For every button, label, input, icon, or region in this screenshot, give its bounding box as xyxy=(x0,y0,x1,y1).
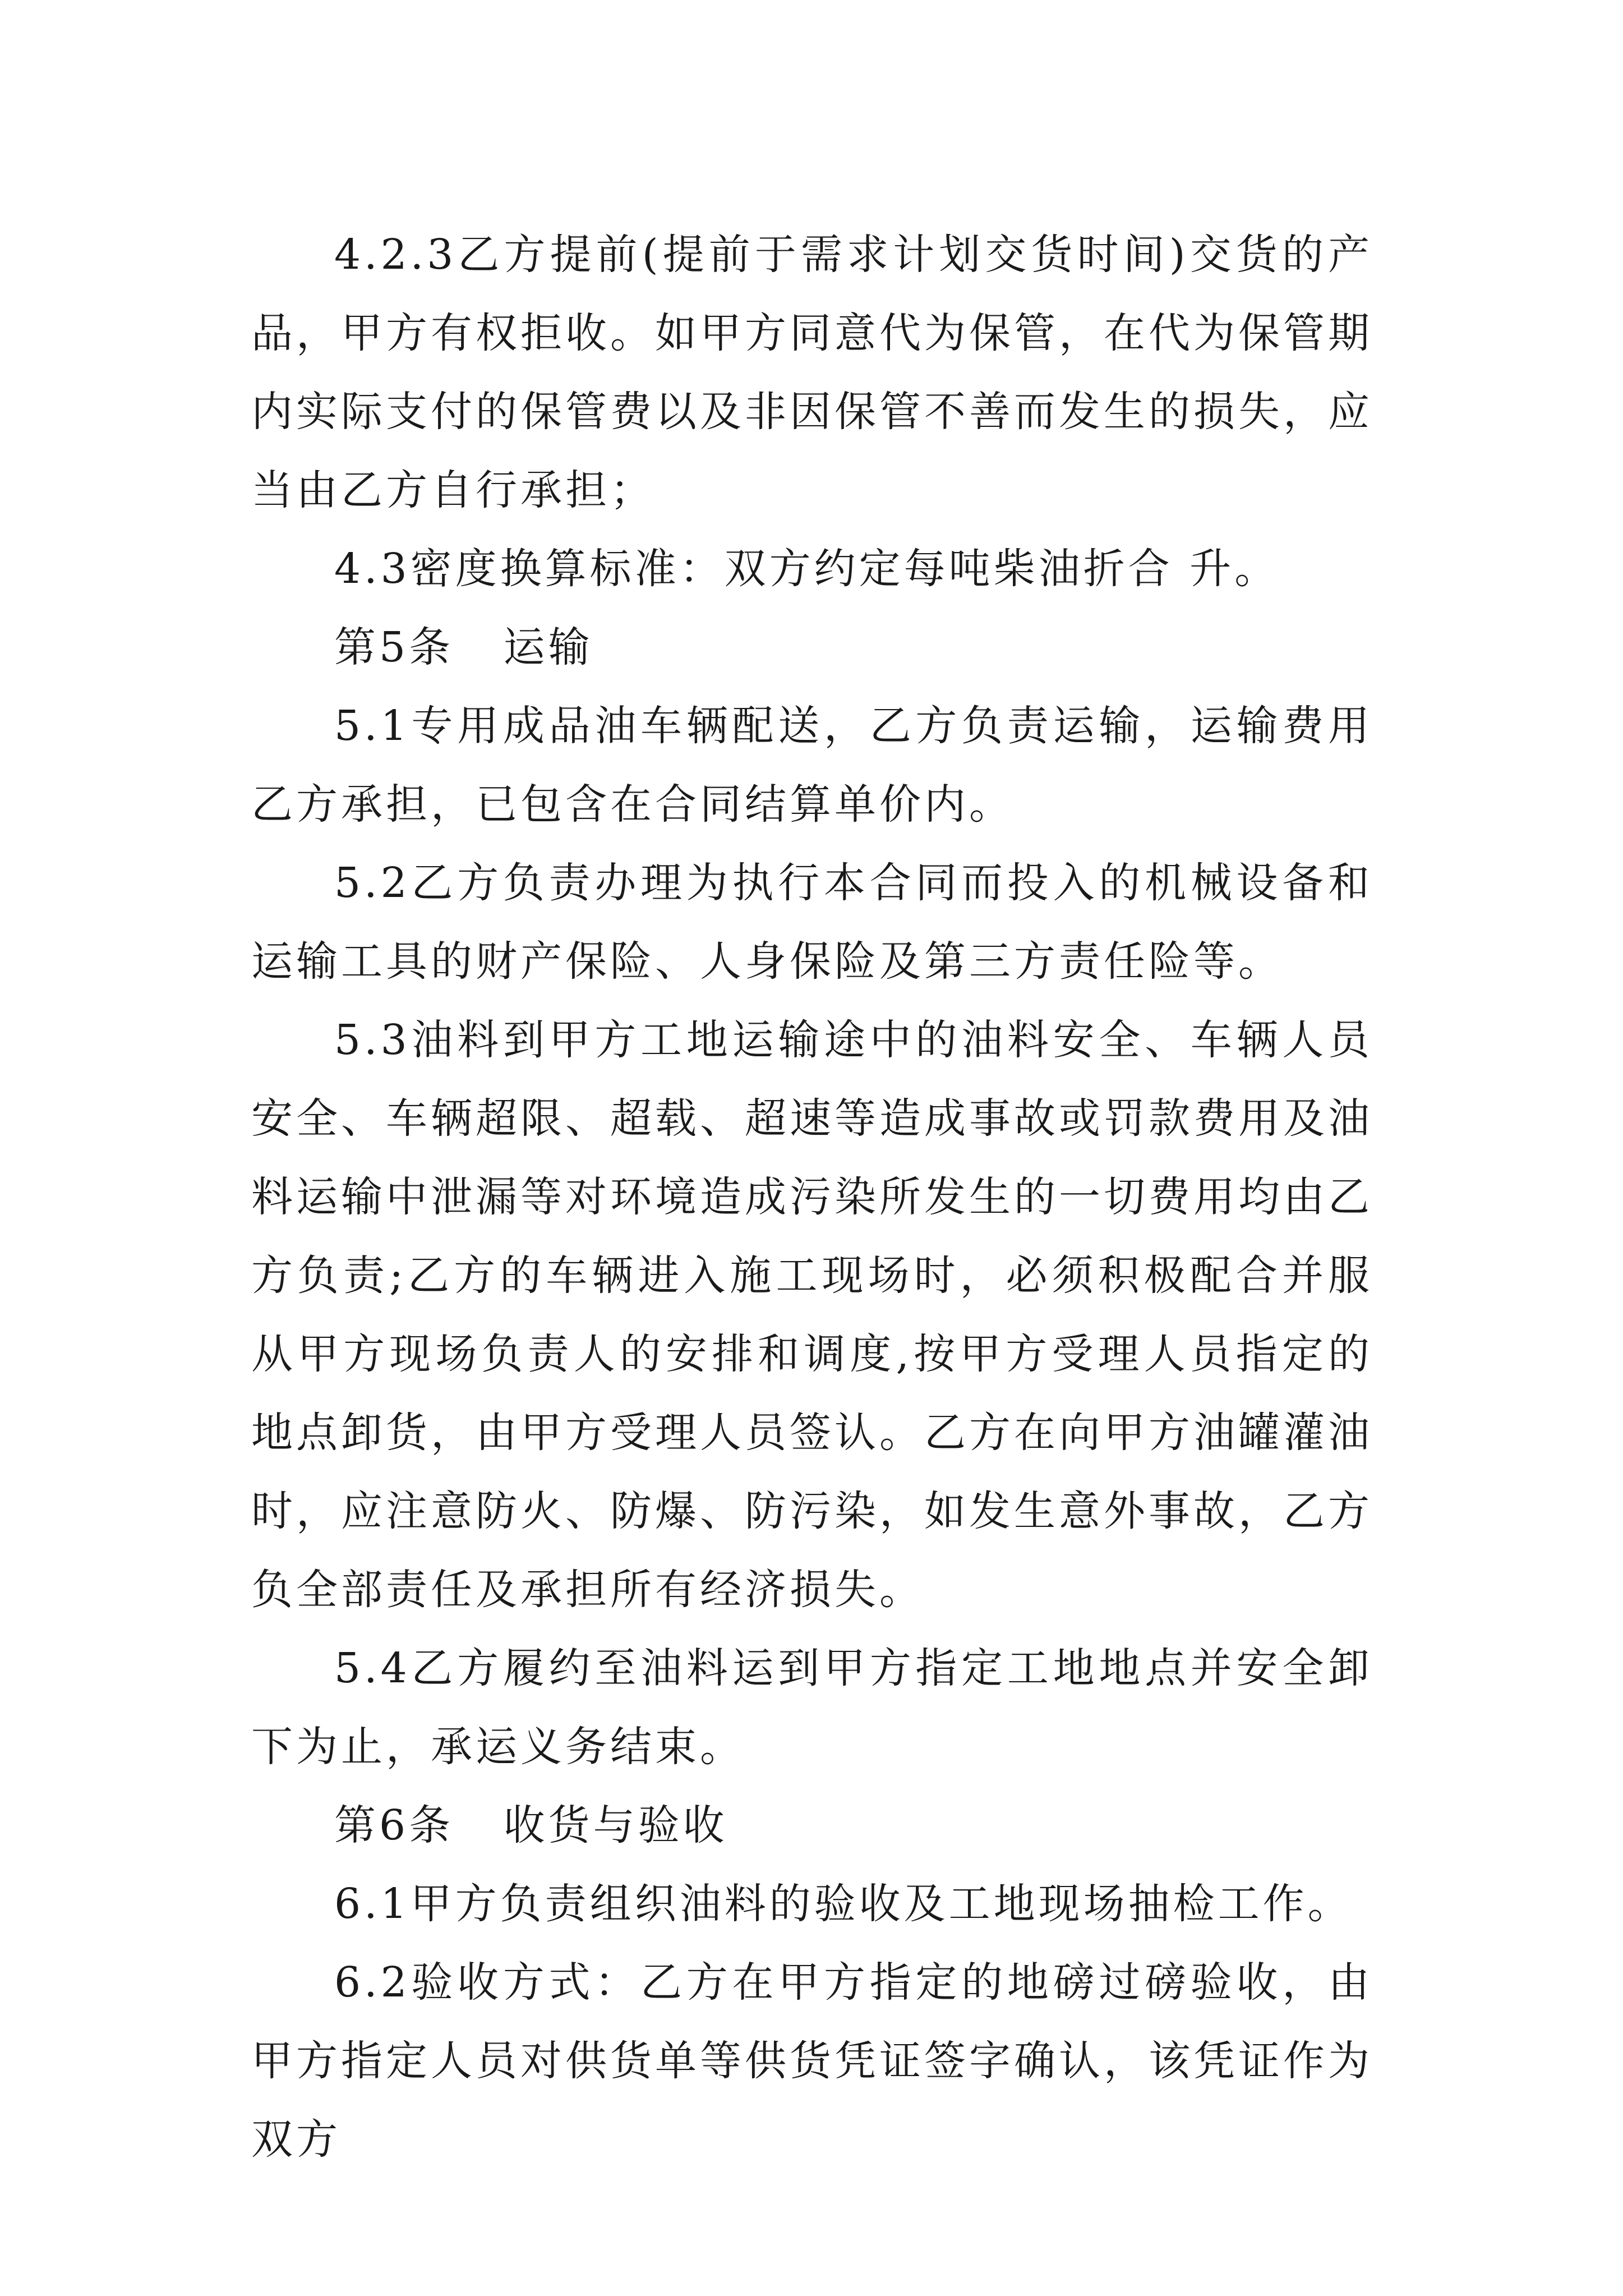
paragraph-4-2-3: 4.2.3乙方提前(提前于需求计划交货时间)交货的产品，甲方有权拒收。如甲方同意代为保管，在代为保管期内实际支付的保管费以及非因保管不善而发生的损失，应当由乙方自行承担； xyxy=(251,231,1373,514)
paragraph-5-2: 5.2乙方负责办理为执行本合同而投入的机械设备和运输工具的财产保险、人身保险及第三方责任险等。 xyxy=(251,859,1373,986)
article-6-heading: 第6条 收货与验收 xyxy=(334,1801,728,1849)
article-5-heading: 第5条 运输 xyxy=(334,623,593,671)
document-body xyxy=(251,215,1373,2179)
paragraph-5-4: 5.4乙方履约至油料运到甲方指定工地地点并安全卸下为止，承运义务结束。 xyxy=(251,1644,1373,1771)
paragraph-5-1: 5.1专用成品油车辆配送，乙方负责运输，运输费用乙方承担，已包含在合同结算单价内。 xyxy=(251,702,1373,829)
paragraph-6-1: 6.1甲方负责组织油料的验收及工地现场抽检工作。 xyxy=(334,1880,1353,1928)
paragraph-4-3: 4.3密度换算标准：双方约定每吨柴油折合 升。 xyxy=(334,545,1280,593)
paragraph-5-3: 5.3油料到甲方工地运输途中的油料安全、车辆人员安全、车辆超限、超载、超速等造成事故或罚款费用及油料运输中泄漏等对环境造成污染所发生的一切费用均由乙方负责;乙方的车辆进入施工现场时，必须积极配合并服从甲方现场负责人的安排和调度,按甲方受理人员指定的地点卸货，由甲方受理人员签认。乙方在向甲方油罐灌油时，应注意防火、防爆、防污染，如发生意外事故，乙方负全部责任及承担所有经济损失。 xyxy=(251,1016,1373,1614)
paragraph-6-2: 6.2验收方式：乙方在甲方指定的地磅过磅验收，由甲方指定人员对供货单等供货凭证签字确认，该凭证作为双方 xyxy=(251,1958,1373,2164)
